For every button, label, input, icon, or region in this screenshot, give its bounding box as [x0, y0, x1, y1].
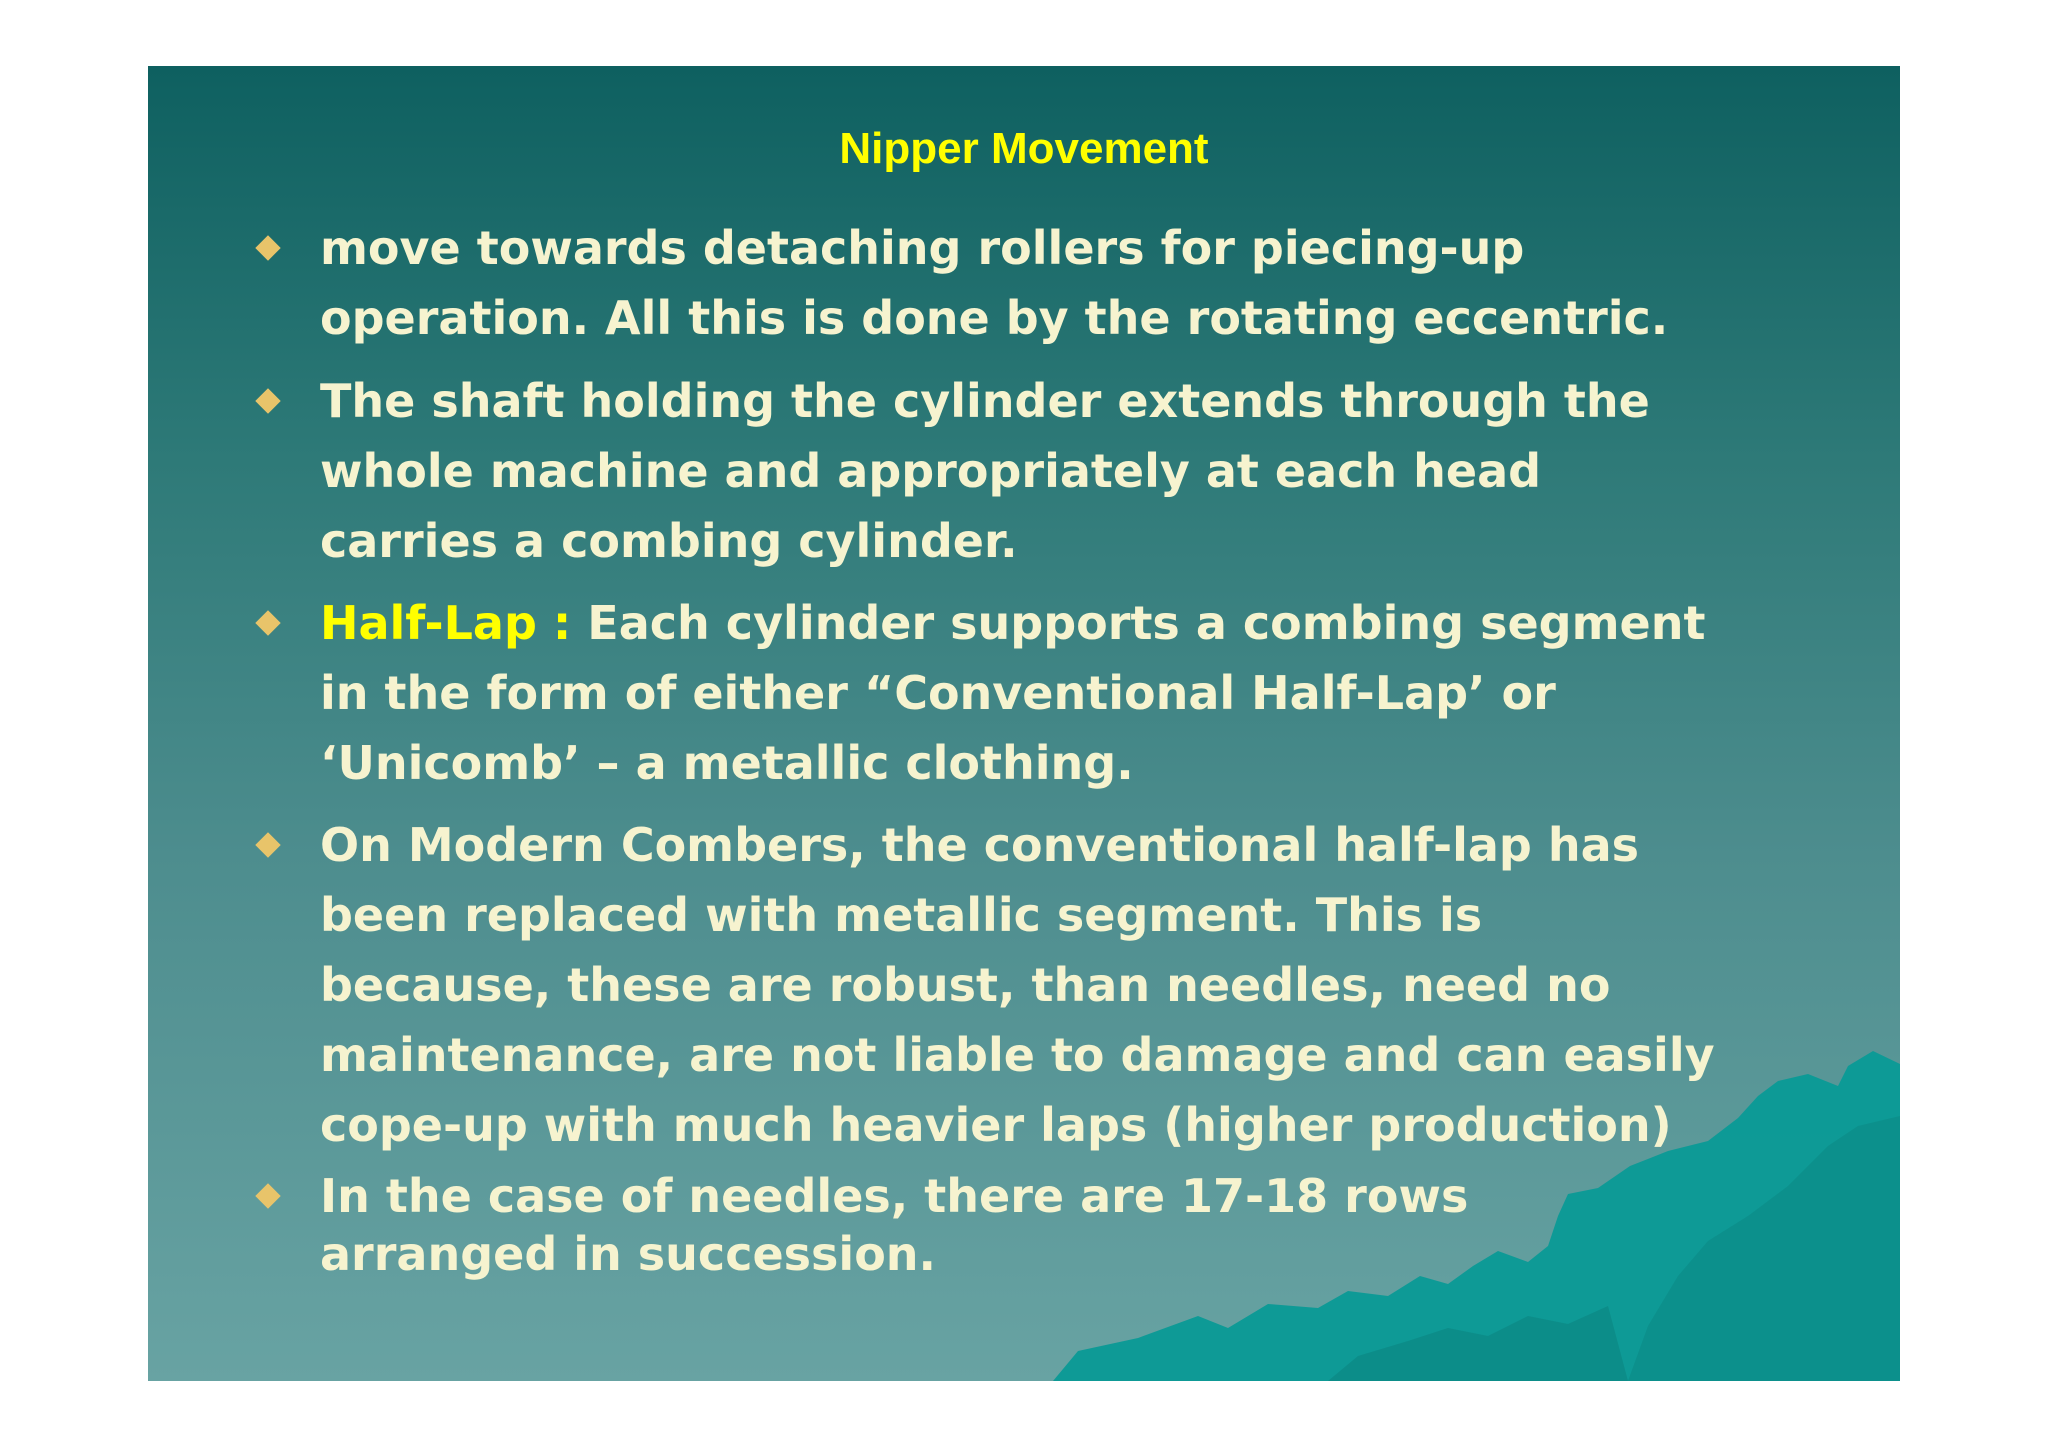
bullet-line: The shaft holding the cylinder extends through the: [320, 374, 1650, 428]
bullet-list: [148, 66, 1900, 1381]
slide: [148, 66, 1900, 1381]
bullet-line: move towards detaching rollers for piecing-up: [320, 221, 1525, 275]
diamond-bullet-icon: [255, 1183, 280, 1208]
bullet-line: arranged in succession.: [320, 1227, 937, 1281]
diamond-bullet-icon: [255, 235, 280, 260]
bullet-line: ‘Unicomb’ – a metallic clothing.: [320, 736, 1134, 790]
half-lap-term: Half-Lap :: [320, 596, 572, 650]
bullet-line: been replaced with metallic segment. This is: [320, 888, 1483, 942]
diamond-bullet-icon: [255, 832, 280, 857]
bullet-line: in the form of either “Conventional Half-Lap’ or: [320, 666, 1556, 720]
bullet-line: because, these are robust, than needles, need no: [320, 958, 1611, 1012]
bullet-line-rest: Each cylinder supports a combing segment: [571, 596, 1706, 650]
bullet-line: operation. All this is done by the rotating eccentric.: [320, 291, 1669, 345]
bullet-text: [320, 1167, 1880, 1283]
bullet-text: [320, 366, 1880, 576]
bullet-line: In the case of needles, there are 17-18 rows: [320, 1169, 1469, 1223]
bullet-line: maintenance, are not liable to damage and can easily: [320, 1028, 1715, 1082]
bullet-text: [320, 213, 1880, 353]
diamond-bullet-icon: [255, 610, 280, 635]
bullet-line: carries a combing cylinder.: [320, 514, 1018, 568]
slide-title: Nipper Movement: [839, 124, 1209, 173]
bullet-text: [320, 810, 1880, 1160]
bullet-text: [320, 588, 1880, 798]
diamond-bullet-icon: [255, 388, 280, 413]
bullet-line: whole machine and appropriately at each head: [320, 444, 1542, 498]
bullet-line: cope-up with much heavier laps (higher production): [320, 1098, 1672, 1152]
bullet-line: On Modern Combers, the conventional half-lap has: [320, 818, 1639, 872]
bullet-line: [320, 588, 1880, 658]
